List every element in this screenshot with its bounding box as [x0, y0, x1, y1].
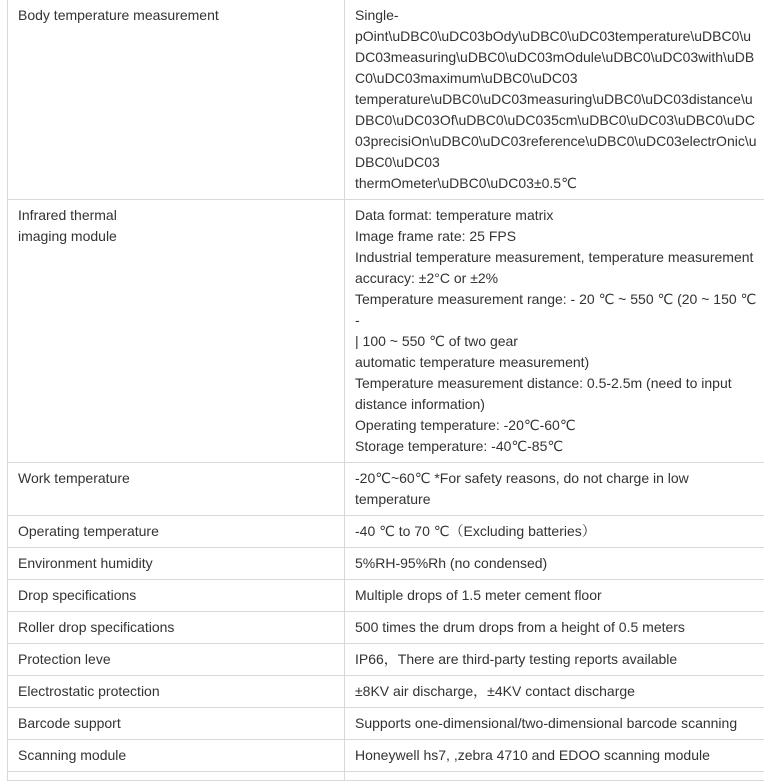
- spec-value-line: pOint\uDBC0\uDC03bOdy\uDBC0\uDC03temperature\uDBC0\u: [355, 26, 759, 47]
- spec-value-line: Temperature measurement range: - 20 ℃ ~ 550 ℃ (20 ~ 150 ℃ -: [355, 289, 759, 331]
- spec-label-line: Barcode support: [18, 713, 336, 734]
- spec-value-line: Supports one-dimensional/two-dimensional barcode scanning: [355, 713, 759, 734]
- spec-label-cell: [8, 772, 345, 781]
- spec-value-line: DBC0\uDC03: [355, 152, 759, 173]
- spec-label-cell: [8, 676, 345, 708]
- spec-value-cell: [345, 708, 764, 740]
- spec-value-line: 5%RH-95%Rh (no condensed): [355, 553, 759, 574]
- spec-label-cell: [8, 463, 345, 516]
- spec-label-cell: [8, 516, 345, 548]
- spec-value-cell: [345, 676, 764, 708]
- spec-label-line: Environment humidity: [18, 553, 336, 574]
- spec-value-line: Operating temperature: -20℃-60℃: [355, 415, 759, 436]
- spec-label-cell: [8, 740, 345, 772]
- spec-value-line: | 100 ~ 550 ℃ of two gear: [355, 331, 759, 352]
- table-row: [8, 516, 764, 548]
- spec-value-line: Image frame rate: 25 FPS: [355, 226, 759, 247]
- spec-label-line: imaging module: [18, 226, 336, 247]
- spec-label-line: Infrared thermal: [18, 205, 336, 226]
- spec-label-cell: [8, 580, 345, 612]
- spec-value-line: temperature\uDBC0\uDC03measuring\uDBC0\uDC03distance\u: [355, 89, 759, 110]
- spec-label-cell: [8, 0, 345, 200]
- table-row: [8, 676, 764, 708]
- spec-value-cell: [345, 200, 764, 463]
- spec-value-line: Honeywell hs7, ,zebra 4710 and EDOO scanning module: [355, 745, 759, 766]
- table-row: [8, 644, 764, 676]
- spec-value-cell: [345, 548, 764, 580]
- spec-value-line: temperature: [355, 489, 759, 510]
- table-row: [8, 463, 764, 516]
- spec-value-line: -20℃~60℃ *For safety reasons, do not charge in low: [355, 468, 759, 489]
- spec-value-cell: [345, 772, 764, 781]
- spec-label-line: Roller drop specifications: [18, 617, 336, 638]
- spec-value-line: DBC0\uDC03Of\uDBC0\uDC035cm\uDBC0\uDC03\uDBC0\uDC: [355, 110, 759, 131]
- spec-label-line: Scanning module: [18, 745, 336, 766]
- spec-value-line: -40 ℃ to 70 ℃（Excluding batteries）: [355, 521, 759, 542]
- spec-value-line: C0\uDC03maximum\uDBC0\uDC03: [355, 68, 759, 89]
- spec-label-line: Body temperature measurement: [18, 5, 336, 26]
- spec-value-cell: [345, 463, 764, 516]
- spec-label-line: Operating temperature: [18, 521, 336, 542]
- spec-value-line: Multiple drops of 1.5 meter cement floor: [355, 585, 759, 606]
- table-row: [8, 612, 764, 644]
- spec-value-line: Single-: [355, 5, 759, 26]
- table-row: [8, 0, 764, 200]
- spec-value-line: 03precisiOn\uDBC0\uDC03reference\uDBC0\uDC03electrOnic\u: [355, 131, 759, 152]
- spec-value-cell: [345, 612, 764, 644]
- spec-table-body: [8, 0, 764, 781]
- spec-value-line: DC03measuring\uDBC0\uDC03mOdule\uDBC0\uDC03with\uDB: [355, 47, 759, 68]
- spec-table: [7, 0, 764, 781]
- spec-value-line: IP66，There are third-party testing reports available: [355, 649, 759, 670]
- spec-label-cell: [8, 644, 345, 676]
- spec-value-line: 500 times the drum drops from a height of 0.5 meters: [355, 617, 759, 638]
- table-row: [8, 200, 764, 463]
- spec-value-line: automatic temperature measurement): [355, 352, 759, 373]
- spec-value-line: Temperature measurement distance: 0.5-2.5m (need to input: [355, 373, 759, 394]
- spec-label-cell: [8, 548, 345, 580]
- table-row-partial: [8, 772, 764, 781]
- spec-label-cell: [8, 200, 345, 463]
- spec-value-cell: [345, 516, 764, 548]
- spec-label-line: Protection leve: [18, 649, 336, 670]
- spec-value-cell: [345, 740, 764, 772]
- spec-label-line: Work temperature: [18, 468, 336, 489]
- spec-value-line: thermOmeter\uDBC0\uDC03±0.5℃: [355, 173, 759, 194]
- table-row: [8, 548, 764, 580]
- spec-value-line: Data format: temperature matrix: [355, 205, 759, 226]
- table-row: [8, 580, 764, 612]
- spec-label-line: Drop specifications: [18, 585, 336, 606]
- spec-value-cell: [345, 0, 764, 200]
- spec-label-cell: [8, 612, 345, 644]
- table-row: [8, 740, 764, 772]
- spec-label-cell: [8, 708, 345, 740]
- spec-value-cell: [345, 580, 764, 612]
- table-row: [8, 708, 764, 740]
- spec-value-line: ±8KV air discharge，±4KV contact discharge: [355, 681, 759, 702]
- spec-value-line: accuracy: ±2°C or ±2%: [355, 268, 759, 289]
- spec-value-line: Industrial temperature measurement, temperature measurement: [355, 247, 759, 268]
- spec-value-line: Storage temperature: -40℃-85℃: [355, 436, 759, 457]
- spec-label-line: Electrostatic protection: [18, 681, 336, 702]
- spec-value-cell: [345, 644, 764, 676]
- spec-value-line: distance information): [355, 394, 759, 415]
